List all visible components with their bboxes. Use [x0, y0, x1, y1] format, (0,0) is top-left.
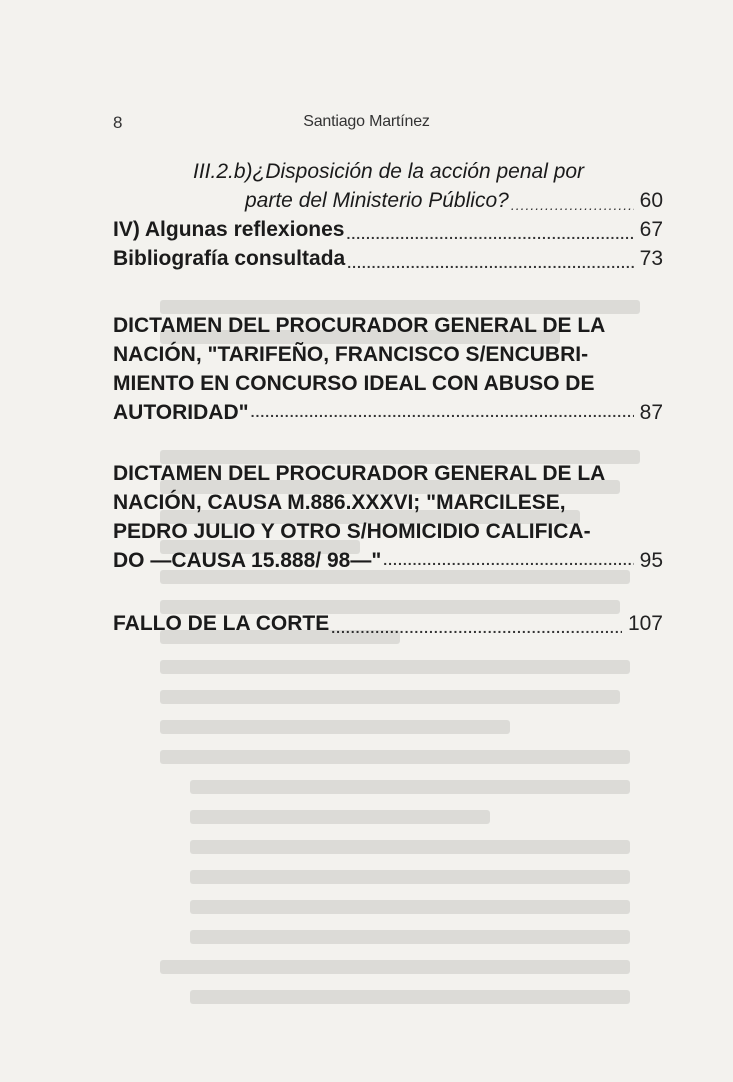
toc-entry-line: PEDRO JULIO Y OTRO S/HOMICIDIO CALIFICA-: [113, 520, 591, 543]
toc-entry-label: Bibliografía consultada: [113, 247, 346, 270]
toc-page-number: 73: [639, 247, 663, 270]
toc-entry-line: DICTAMEN DEL PROCURADOR GENERAL DE LA: [113, 462, 606, 485]
toc-page-number: 107: [627, 612, 663, 635]
toc-entry-line: DICTAMEN DEL PROCURADOR GENERAL DE LA: [113, 314, 606, 337]
toc-entry-line: AUTORIDAD": [113, 401, 249, 424]
leader-dots: [251, 398, 634, 427]
toc-entry-reflexiones[interactable]: [113, 213, 663, 242]
toc-page-number: 95: [639, 549, 663, 572]
leader-dots: [346, 226, 633, 242]
leader-dots: [347, 255, 633, 271]
toc-entry-dictamen-tarifeno[interactable]: [113, 311, 663, 427]
toc-page-number: 60: [639, 189, 663, 212]
running-header: Santiago Martínez: [303, 113, 430, 130]
toc-page-number: 67: [639, 218, 663, 241]
leader-dots: [383, 546, 633, 575]
toc-sub-entry[interactable]: [113, 184, 663, 213]
toc-entry-line: NACIÓN, CAUSA M.886.XXXVI; "MARCILESE,: [113, 491, 566, 514]
toc-entry-dictamen-marcilese[interactable]: [113, 459, 663, 575]
toc-entry-label: IV) Algunas reflexiones: [113, 218, 345, 241]
table-of-contents: [113, 153, 663, 636]
leader-dots: [511, 197, 634, 213]
toc-entry-line: DO —CAUSA 15.888/ 98—": [113, 549, 382, 572]
toc-entry-line: NACIÓN, "TARIFEÑO, FRANCISCO S/ENCUBRI-: [113, 343, 589, 366]
leader-dots: [331, 620, 622, 636]
toc-sub-entry-line1: III.2.b)¿Disposición de la acción penal por: [193, 160, 585, 183]
page-number: 8: [113, 113, 123, 132]
toc-entry-label: FALLO DE LA CORTE: [113, 612, 330, 635]
toc-entry-fallo[interactable]: [113, 607, 663, 636]
toc-entry-bibliografia[interactable]: [113, 242, 663, 271]
toc-page-number: 87: [639, 401, 663, 424]
toc-sub-entry-label: parte del Ministerio Público?: [245, 189, 509, 212]
toc-entry-line: MIENTO EN CONCURSO IDEAL CON ABUSO DE: [113, 372, 595, 395]
